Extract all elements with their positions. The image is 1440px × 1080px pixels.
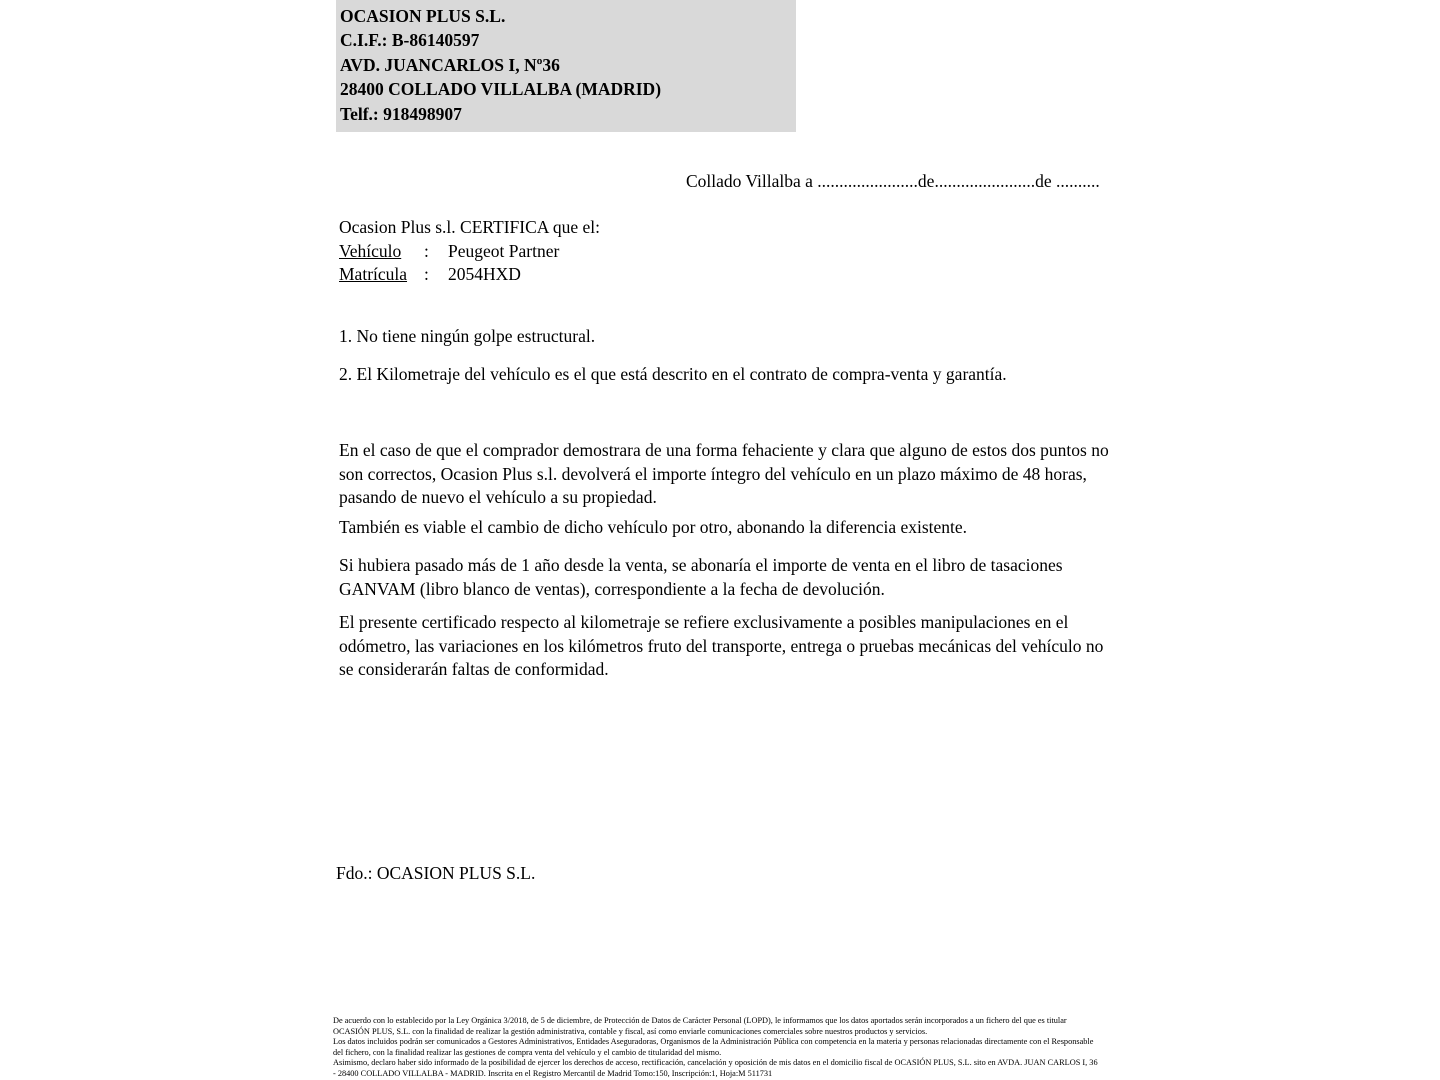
signature-line: Fdo.: OCASION PLUS S.L. xyxy=(336,863,536,883)
company-letterhead xyxy=(336,0,796,132)
legal-paragraph-3: Asimismo, declaro haber sido informado de la posibilidad de ejercer los derechos de acceso, rectificación, cancelación y oposición de mis datos en el domicilio fiscal de OCASIÓN PLUS, S.L. sito en AVDA. JUAN CARLOS I, 36 - 28400 COLLADO VILLALBA - MADRID. Inscrita en el Registro Mercantil de Madrid Tomo:150, Inscripción:1, Hoja:M 511731 xyxy=(333,1058,1098,1078)
plate-field-row xyxy=(339,262,521,286)
legal-paragraph-2: Los datos incluidos podrán ser comunicados a Gestores Administrativos, Entidades Aseguradoras, Organismos de la Administración Pública con competencia en la materia y personas relacionadas directamente con el Responsable del fichero, con la finalidad realizar las gestiones de compra venta del vehículo y el cambio de titularidad del mismo. xyxy=(333,1037,1094,1057)
plate-value: 2054HXD xyxy=(448,264,521,284)
vehicle-value: Peugeot Partner xyxy=(448,241,560,261)
plate-label: Matrícula xyxy=(339,264,408,284)
legal-paragraph-1: De acuerdo con lo establecido por la Ley Orgánica 3/2018, de 5 de diciembre, de Protección de Datos de Carácter Personal (LOPD), le informamos que los datos aportados serán incorporados a un fichero del que es titular OCASIÓN PLUS, S.L. con la finalidad de realizar la gestión administrativa, contable y fiscal, así como enviarle comunicaciones comerciales sobre nuestros productos y servicios. xyxy=(333,1016,1067,1036)
certify-intro: Ocasion Plus s.l. CERTIFICA que el: xyxy=(339,217,600,237)
plate-separator: : xyxy=(424,264,429,284)
date-line: Collado Villalba a .......................de.......................de .......... xyxy=(686,171,1100,191)
vehicle-separator: : xyxy=(424,241,429,261)
vehicle-label: Vehículo xyxy=(339,241,402,261)
statement-1: 1. No tiene ningún golpe estructural. xyxy=(339,326,596,346)
company-name: OCASION PLUS S.L. xyxy=(340,6,506,26)
statement-2: 2. El Kilometraje del vehículo es el que está descrito en el contrato de compra-venta y garantía. xyxy=(339,364,1007,384)
company-address: AVD. JUANCARLOS I, Nº36 xyxy=(340,54,560,75)
legal-footer xyxy=(333,1016,1101,1080)
company-cif: C.I.F.: B-86140597 xyxy=(340,30,480,51)
paragraph-odometer: El presente certificado respecto al kilometraje se refiere exclusivamente a posibles manipulaciones en el odómetro, las variaciones en los kilómetros fruto del transporte, entrega o pruebas mecánicas del vehículo no se considerarán faltas de conformidad. xyxy=(339,612,1104,679)
paragraph-exchange: También es viable el cambio de dicho vehículo por otro, abonando la diferencia existente. xyxy=(339,517,968,537)
paragraph-ganvam: Si hubiera pasado más de 1 año desde la venta, se abonaría el importe de venta en el libro de tasaciones GANVAM (libro blanco de ventas), correspondiente a la fecha de devolución. xyxy=(339,555,1063,599)
company-city: 28400 COLLADO VILLALBA (MADRID) xyxy=(340,79,662,100)
vehicle-field-row xyxy=(339,239,559,263)
company-phone: Telf.: 918498907 xyxy=(340,103,462,124)
paragraph-refund: En el caso de que el comprador demostrara de una forma fehaciente y clara que alguno de estos dos puntos no son correctos, Ocasion Plus s.l. devolverá el importe íntegro del vehículo en un plazo máximo de 48 horas, pasando de nuevo el vehículo a su propiedad. xyxy=(339,440,1109,507)
